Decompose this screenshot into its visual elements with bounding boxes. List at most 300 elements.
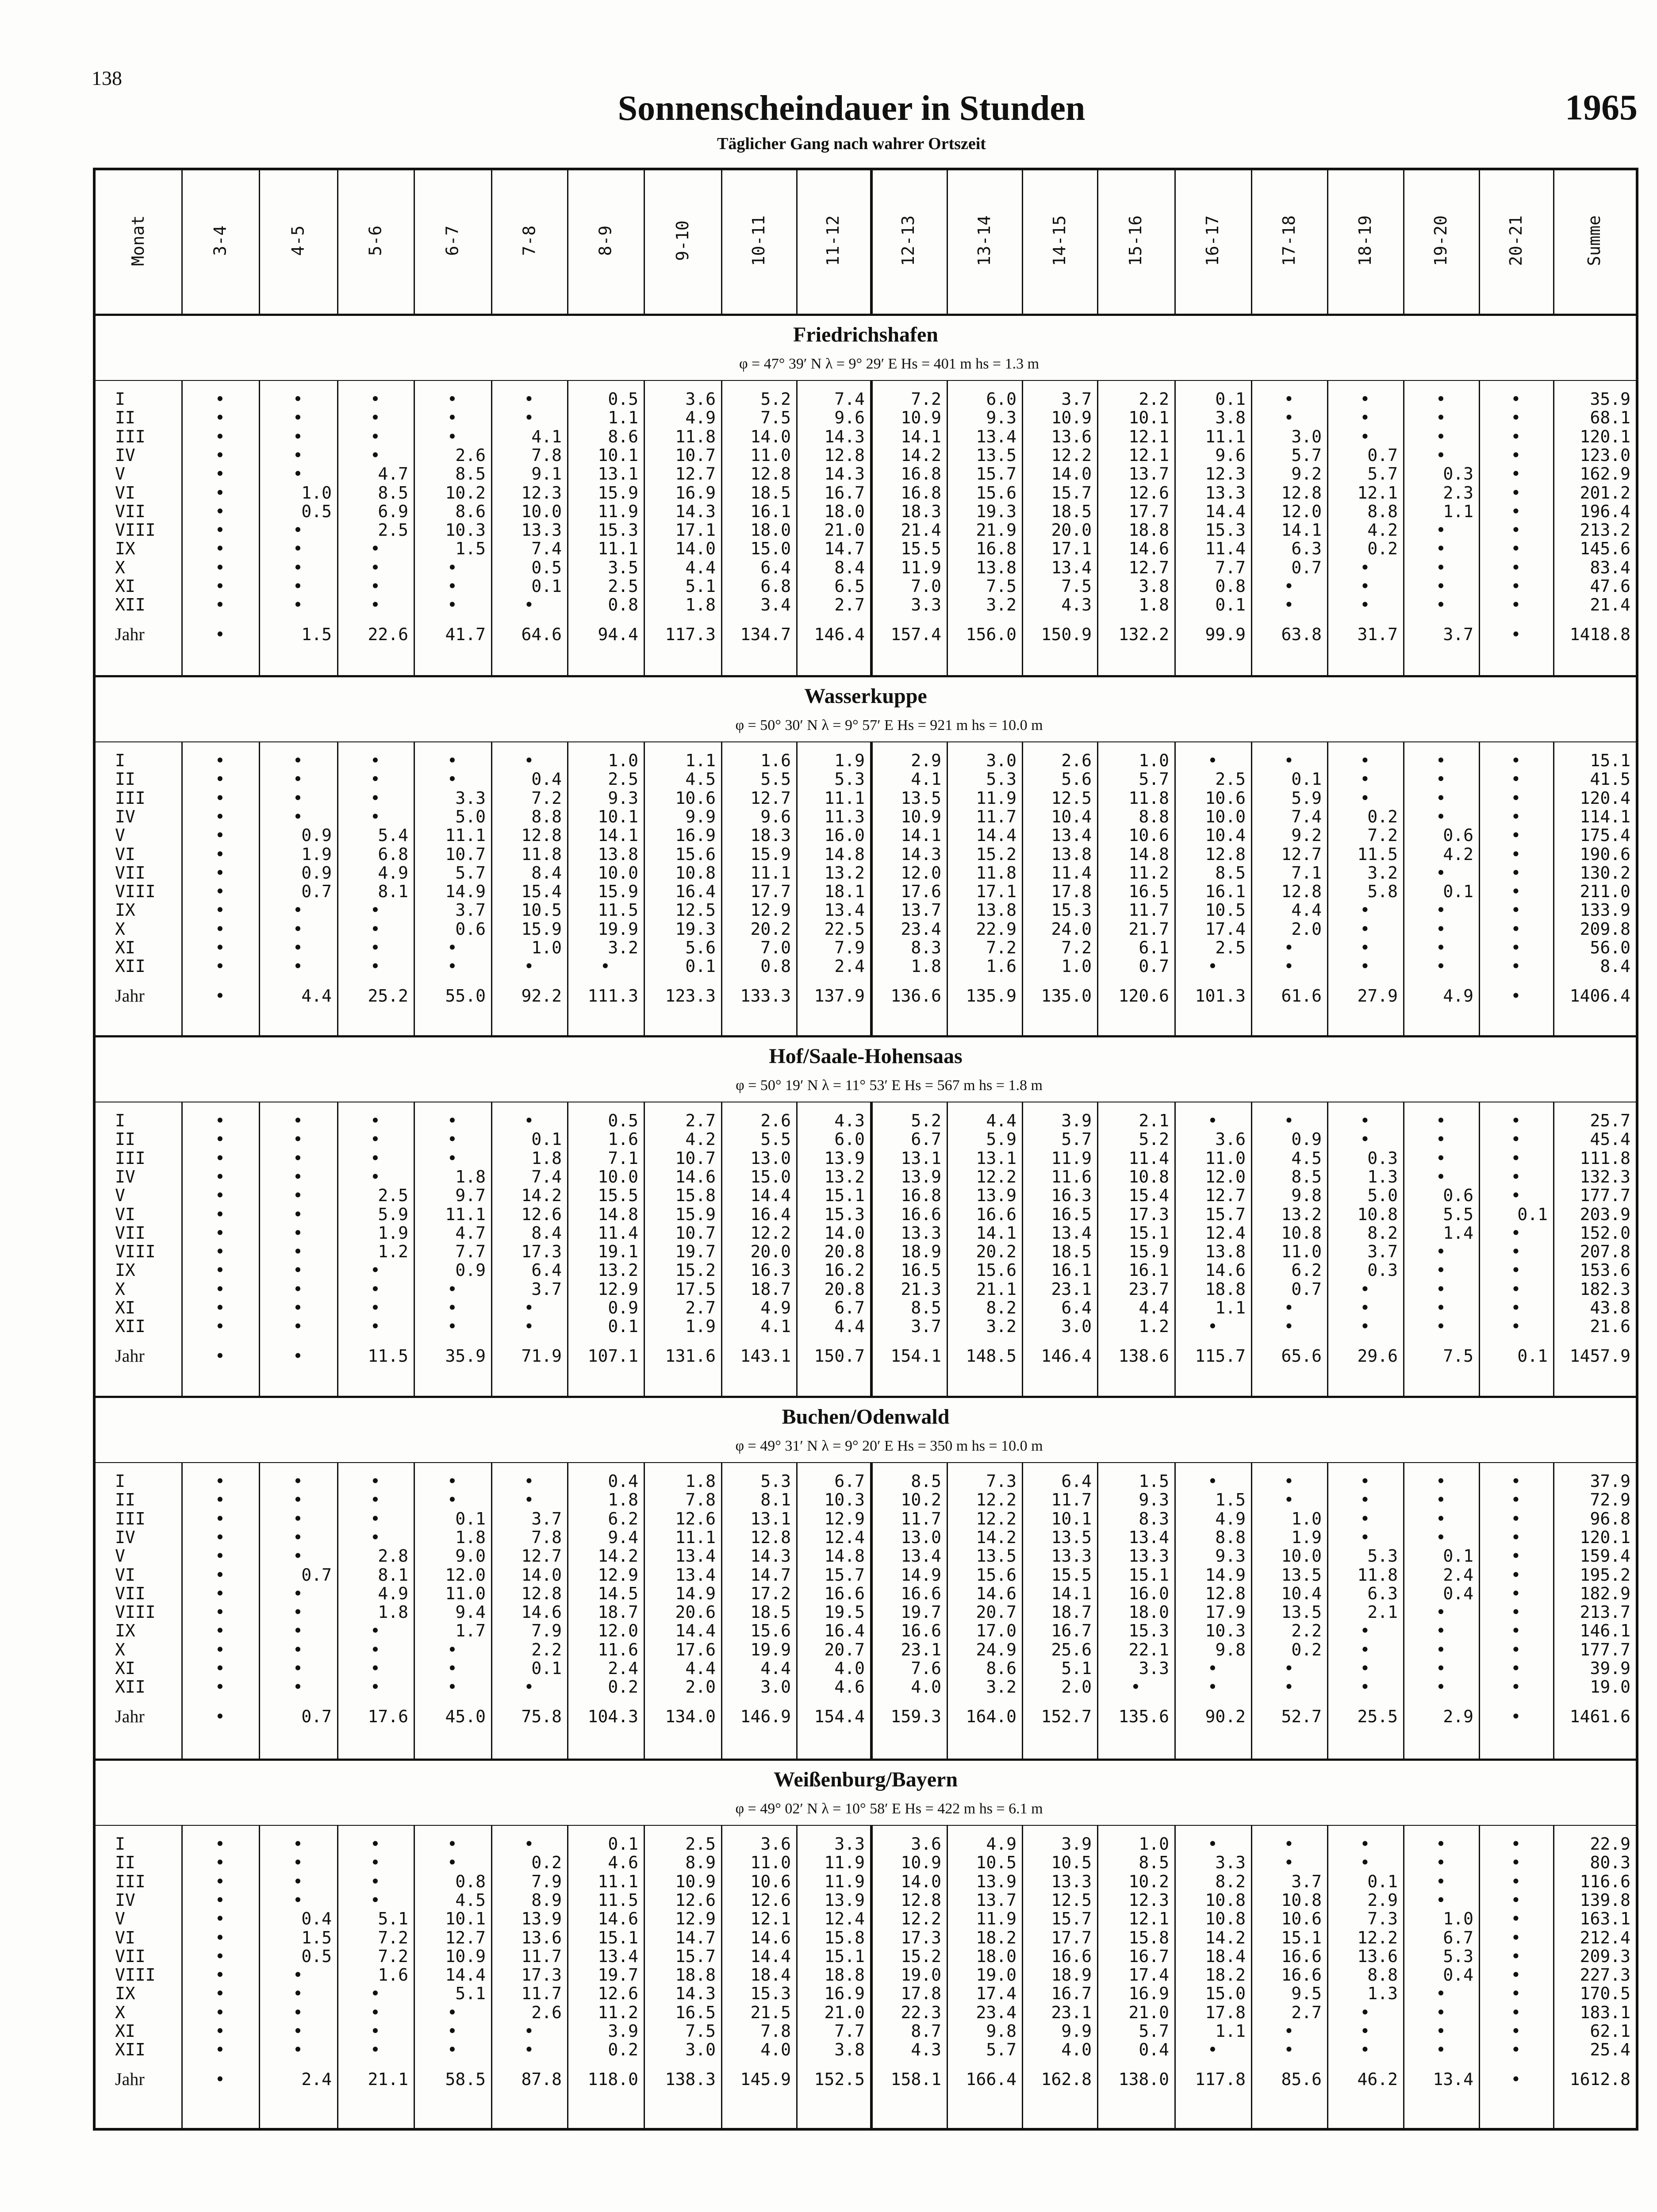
hour-cell: 2.4 bbox=[1443, 1565, 1473, 1585]
hour-cell: • bbox=[215, 938, 225, 957]
hour-cell: • bbox=[215, 769, 225, 789]
hour-cell: 0.1 bbox=[1367, 1871, 1398, 1891]
hour-cell: 18.1 bbox=[824, 882, 865, 902]
hour-cell: • bbox=[447, 2002, 457, 2022]
hour-cell: • bbox=[293, 2021, 303, 2041]
column-header-label: 17-18 bbox=[1279, 215, 1299, 266]
hour-cell: • bbox=[1436, 595, 1446, 615]
hour-cell: • bbox=[1360, 1129, 1370, 1149]
hour-cell: • bbox=[370, 900, 380, 920]
hour-cell: • bbox=[293, 788, 303, 808]
hour-cell: 0.4 bbox=[1139, 2040, 1169, 2060]
hour-cell: 22.1 bbox=[1128, 1640, 1169, 1659]
table-row bbox=[0, 1584, 1657, 1603]
hour-cell: • bbox=[1511, 1148, 1521, 1168]
hour-cell: 63.8 bbox=[1281, 624, 1322, 644]
hour-cell: 12.6 bbox=[521, 1204, 562, 1224]
hour-cell: 16.5 bbox=[1128, 882, 1169, 902]
table-row bbox=[0, 901, 1657, 919]
hour-cell: 12.9 bbox=[598, 1279, 638, 1299]
hour-cell: 20.7 bbox=[976, 1602, 1016, 1622]
sum-cell: 68.1 bbox=[1590, 408, 1630, 428]
hour-cell: 4.3 bbox=[834, 1111, 865, 1130]
hour-cell: 12.8 bbox=[521, 1583, 562, 1603]
hour-cell: 10.8 bbox=[1128, 1167, 1169, 1187]
year-label: Jahr bbox=[115, 2069, 145, 2089]
table-row bbox=[0, 1640, 1657, 1659]
sum-cell: 153.6 bbox=[1580, 1260, 1630, 1280]
hour-cell: 8.4 bbox=[531, 1223, 562, 1243]
sum-cell: 207.8 bbox=[1580, 1242, 1630, 1262]
hour-cell: 7.5 bbox=[685, 2021, 716, 2041]
hour-cell: 11.2 bbox=[1128, 863, 1169, 883]
hour-cell: 1.0 bbox=[1139, 751, 1169, 770]
hour-cell: • bbox=[215, 1129, 225, 1149]
hour-cell: 5.9 bbox=[986, 1129, 1016, 1149]
hour-cell: 3.9 bbox=[608, 2021, 638, 2041]
hour-cell: 4.1 bbox=[531, 426, 562, 446]
table-row bbox=[0, 577, 1657, 595]
hour-cell: 0.7 bbox=[1291, 1279, 1322, 1299]
hour-cell: 7.7 bbox=[834, 2021, 865, 2041]
hour-cell: 0.9 bbox=[455, 1260, 486, 1280]
year-label: Jahr bbox=[115, 624, 145, 644]
station-separator bbox=[93, 675, 1638, 677]
hour-cell: 5.0 bbox=[1367, 1186, 1398, 1206]
hour-cell: 9.6 bbox=[834, 408, 865, 428]
hour-cell: 2.2 bbox=[1291, 1621, 1322, 1641]
hour-cell: 8.5 bbox=[1291, 1167, 1322, 1187]
hour-cell: • bbox=[293, 1546, 303, 1566]
hour-cell: 10.4 bbox=[1281, 1583, 1322, 1603]
month-label: II bbox=[115, 769, 135, 789]
table-row bbox=[0, 1509, 1657, 1528]
hour-cell: 7.2 bbox=[1061, 938, 1092, 957]
hour-cell: 2.3 bbox=[1443, 483, 1473, 503]
month-label: VII bbox=[115, 863, 146, 883]
sum-cell: 212.4 bbox=[1580, 1928, 1630, 1947]
hour-cell: 16.1 bbox=[1128, 1260, 1169, 1280]
hour-cell: • bbox=[1511, 1317, 1521, 1336]
hour-cell: 7.8 bbox=[531, 445, 562, 465]
column-header bbox=[95, 168, 181, 314]
hour-cell: 13.0 bbox=[750, 1148, 791, 1168]
table-row bbox=[0, 770, 1657, 788]
hour-cell: • bbox=[215, 986, 225, 1006]
column-header-label: 18-19 bbox=[1355, 215, 1375, 266]
hour-cell: 23.4 bbox=[976, 2002, 1016, 2022]
hour-cell: • bbox=[1511, 1928, 1521, 1947]
hour-cell: 13.4 bbox=[976, 426, 1016, 446]
hour-cell: 11.8 bbox=[976, 863, 1016, 883]
hour-cell: • bbox=[370, 1871, 380, 1891]
sum-cell: 162.9 bbox=[1580, 464, 1630, 484]
hour-cell: 9.8 bbox=[1291, 1186, 1322, 1206]
hour-cell: • bbox=[1511, 1546, 1521, 1566]
hour-cell: 12.9 bbox=[598, 1565, 638, 1585]
hour-cell: 10.4 bbox=[1051, 806, 1092, 826]
hour-cell: 3.8 bbox=[834, 2040, 865, 2060]
month-label: VII bbox=[115, 1223, 146, 1243]
hour-cell: 135.9 bbox=[966, 986, 1016, 1006]
page-title: Sonnenscheindauer in Stunden bbox=[618, 89, 1085, 128]
column-header bbox=[796, 168, 870, 314]
hour-cell: 154.1 bbox=[890, 1346, 941, 1366]
sum-cell: 132.3 bbox=[1580, 1167, 1630, 1187]
month-label: V bbox=[115, 1186, 125, 1206]
hour-cell: 12.9 bbox=[675, 1909, 716, 1929]
hour-cell: • bbox=[293, 520, 303, 540]
hour-cell: 15.5 bbox=[901, 539, 941, 559]
hour-cell: 1.1 bbox=[1443, 501, 1473, 521]
hour-cell: 12.8 bbox=[1281, 483, 1322, 503]
column-header bbox=[414, 168, 491, 314]
hour-cell: 12.6 bbox=[675, 1509, 716, 1528]
hour-cell: • bbox=[370, 938, 380, 957]
hour-cell: 16.8 bbox=[976, 539, 1016, 559]
hour-cell: 0.9 bbox=[301, 863, 332, 883]
hour-cell: 15.1 bbox=[824, 1186, 865, 1206]
hour-cell: 9.0 bbox=[455, 1546, 486, 1566]
hour-cell: 13.4 bbox=[1433, 2069, 1473, 2089]
hour-cell: • bbox=[1436, 2002, 1446, 2022]
hour-cell: 21.3 bbox=[901, 1279, 941, 1299]
hour-cell: • bbox=[1436, 1260, 1446, 1280]
hour-cell: 4.5 bbox=[1291, 1148, 1322, 1168]
hour-cell: 0.2 bbox=[1367, 539, 1398, 559]
hour-cell: 17.4 bbox=[976, 1984, 1016, 2004]
hour-cell: 13.8 bbox=[1205, 1242, 1246, 1262]
month-label: XI bbox=[115, 1659, 135, 1678]
hour-cell: 14.8 bbox=[598, 1204, 638, 1224]
hour-cell: • bbox=[370, 445, 380, 465]
hour-cell: 115.7 bbox=[1195, 1346, 1246, 1366]
hour-cell: • bbox=[293, 919, 303, 939]
hour-cell: 104.3 bbox=[587, 1706, 638, 1726]
hour-cell: 17.4 bbox=[1128, 1965, 1169, 1985]
hour-cell: 18.8 bbox=[824, 1965, 865, 1985]
hour-cell: 14.5 bbox=[598, 1583, 638, 1603]
hour-cell: 10.0 bbox=[521, 501, 562, 521]
station-separator bbox=[93, 314, 1638, 316]
hour-cell: 19.7 bbox=[901, 1602, 941, 1622]
hour-cell: 15.8 bbox=[1128, 1928, 1169, 1947]
hour-cell: 1.0 bbox=[608, 751, 638, 770]
table-row bbox=[0, 1167, 1657, 1186]
hour-cell: • bbox=[293, 1834, 303, 1854]
hour-cell: 14.6 bbox=[976, 1583, 1016, 1603]
table-row bbox=[0, 1280, 1657, 1298]
hour-cell: 14.2 bbox=[1205, 1928, 1246, 1947]
hour-cell: • bbox=[370, 1509, 380, 1528]
hour-cell: 23.1 bbox=[1051, 2002, 1092, 2022]
hour-cell: 1.0 bbox=[1291, 1509, 1322, 1528]
hour-cell: 22.5 bbox=[824, 919, 865, 939]
hour-cell: 13.8 bbox=[976, 557, 1016, 577]
hour-cell: • bbox=[215, 576, 225, 596]
hour-cell: 3.6 bbox=[911, 1834, 941, 1854]
hour-cell: 1.5 bbox=[301, 624, 332, 644]
hour-cell: 1.8 bbox=[531, 1148, 562, 1168]
hour-cell: 1.8 bbox=[1139, 595, 1169, 615]
hour-cell: 8.1 bbox=[760, 1490, 791, 1510]
hour-cell: • bbox=[215, 1279, 225, 1299]
hour-cell: 16.4 bbox=[675, 882, 716, 902]
table-row bbox=[0, 1566, 1657, 1584]
hour-cell: 16.6 bbox=[901, 1583, 941, 1603]
hour-cell: 6.4 bbox=[760, 557, 791, 577]
hour-cell: • bbox=[1208, 1659, 1218, 1678]
hour-cell: 3.2 bbox=[1367, 863, 1398, 883]
column-header-label: 20-21 bbox=[1506, 215, 1526, 266]
hour-cell: 8.3 bbox=[911, 938, 941, 957]
hour-cell: 27.9 bbox=[1357, 986, 1398, 1006]
hour-cell: • bbox=[215, 1834, 225, 1854]
hour-cell: 18.0 bbox=[824, 501, 865, 521]
hour-cell: 14.4 bbox=[750, 1946, 791, 1966]
hour-cell: 87.8 bbox=[521, 2069, 562, 2089]
hour-cell: 8.5 bbox=[455, 464, 486, 484]
hour-cell: 10.5 bbox=[1205, 900, 1246, 920]
sum-cell: 120.1 bbox=[1580, 426, 1630, 446]
hour-cell: 14.3 bbox=[901, 844, 941, 864]
hour-cell: 11.3 bbox=[824, 806, 865, 826]
hour-cell: • bbox=[215, 595, 225, 615]
hour-cell: 0.9 bbox=[301, 826, 332, 845]
hour-cell: 7.3 bbox=[1367, 1909, 1398, 1929]
hour-cell: 14.7 bbox=[750, 1565, 791, 1585]
hour-cell: 15.7 bbox=[1051, 1909, 1092, 1929]
year-total-row bbox=[0, 1347, 1657, 1365]
hour-cell: 4.3 bbox=[1061, 595, 1092, 615]
hour-cell: 5.2 bbox=[1139, 1129, 1169, 1149]
year-label: Jahr bbox=[115, 1345, 145, 1366]
hour-cell: • bbox=[1284, 2040, 1294, 2060]
month-label: VI bbox=[115, 1204, 135, 1224]
hour-cell: 13.9 bbox=[901, 1167, 941, 1187]
hour-cell: 6.2 bbox=[1291, 1260, 1322, 1280]
hour-cell: 7.0 bbox=[911, 576, 941, 596]
hour-cell: 14.4 bbox=[976, 826, 1016, 845]
hour-cell: 1.2 bbox=[378, 1242, 408, 1262]
hour-cell: 11.1 bbox=[445, 826, 486, 845]
hour-cell: 17.1 bbox=[976, 882, 1016, 902]
hour-cell: 15.4 bbox=[521, 882, 562, 902]
hour-cell: 15.1 bbox=[1128, 1565, 1169, 1585]
year-label: Jahr bbox=[115, 1706, 145, 1726]
hour-cell: 10.8 bbox=[1281, 1223, 1322, 1243]
sum-cell: 80.3 bbox=[1590, 1853, 1630, 1873]
station-coordinates: φ = 49° 02′ N λ = 10° 58′ E Hs = 422 m hs = 6.1 m bbox=[735, 1801, 1043, 1817]
hour-cell: • bbox=[370, 389, 380, 409]
hour-cell: 16.7 bbox=[1128, 1946, 1169, 1966]
month-label: VIII bbox=[115, 882, 156, 902]
hour-cell: 5.7 bbox=[455, 863, 486, 883]
hour-cell: • bbox=[1208, 1834, 1218, 1854]
hour-cell: 22.6 bbox=[368, 624, 408, 644]
hour-cell: 1.9 bbox=[834, 751, 865, 770]
hour-cell: 3.7 bbox=[911, 1317, 941, 1336]
month-label: IV bbox=[115, 1890, 135, 1910]
hour-cell: 15.9 bbox=[1128, 1242, 1169, 1262]
hour-cell: 9.2 bbox=[1291, 464, 1322, 484]
hour-cell: • bbox=[1436, 557, 1446, 577]
hour-cell: 10.6 bbox=[675, 788, 716, 808]
hour-cell: 10.6 bbox=[1128, 826, 1169, 845]
hour-cell: 18.7 bbox=[598, 1602, 638, 1622]
hour-cell: 17.3 bbox=[901, 1928, 941, 1947]
hour-cell: • bbox=[215, 1659, 225, 1678]
hour-cell: • bbox=[1511, 1279, 1521, 1299]
hour-cell: 1.0 bbox=[531, 938, 562, 957]
sum-cell: 45.4 bbox=[1590, 1129, 1630, 1149]
hour-cell: 8.8 bbox=[1139, 806, 1169, 826]
hour-cell: • bbox=[370, 2040, 380, 2060]
station-separator bbox=[93, 1035, 1638, 1037]
hour-cell: • bbox=[1436, 788, 1446, 808]
hour-cell: 14.4 bbox=[675, 1621, 716, 1641]
hour-cell: • bbox=[1284, 1834, 1294, 1854]
hour-cell: • bbox=[1360, 595, 1370, 615]
hour-cell: 14.3 bbox=[675, 1984, 716, 2004]
table-row bbox=[0, 1111, 1657, 1130]
hour-cell: • bbox=[1511, 1890, 1521, 1910]
hour-cell: 13.1 bbox=[976, 1148, 1016, 1168]
hour-cell: • bbox=[1511, 595, 1521, 615]
column-header bbox=[1022, 168, 1097, 314]
sum-cell: 41.5 bbox=[1590, 769, 1630, 789]
hour-cell: 0.1 bbox=[608, 1317, 638, 1336]
hour-cell: 16.3 bbox=[750, 1260, 791, 1280]
hour-cell: 1.5 bbox=[301, 1928, 332, 1947]
hour-cell: • bbox=[524, 1317, 534, 1336]
hour-cell: • bbox=[293, 1167, 303, 1187]
hour-cell: • bbox=[293, 1890, 303, 1910]
hour-cell: • bbox=[524, 1298, 534, 1317]
hour-cell: 16.6 bbox=[901, 1621, 941, 1641]
hour-cell: 101.3 bbox=[1195, 986, 1246, 1006]
hour-cell: 12.1 bbox=[1128, 445, 1169, 465]
hour-cell: • bbox=[370, 751, 380, 770]
hour-cell: 11.8 bbox=[1128, 788, 1169, 808]
hour-cell: 1.1 bbox=[1215, 1298, 1246, 1317]
hour-cell: 4.9 bbox=[378, 1583, 408, 1603]
hour-cell: 8.2 bbox=[986, 1298, 1016, 1317]
hour-cell: • bbox=[1511, 1640, 1521, 1659]
hour-cell: 85.6 bbox=[1281, 2069, 1322, 2089]
hour-cell: • bbox=[370, 1659, 380, 1678]
hour-cell: 8.6 bbox=[455, 501, 486, 521]
hour-cell: 0.1 bbox=[531, 1659, 562, 1678]
hour-cell: • bbox=[1436, 1279, 1446, 1299]
hour-cell: • bbox=[370, 1167, 380, 1187]
hour-cell: 13.7 bbox=[1128, 464, 1169, 484]
hour-cell: 13.4 bbox=[598, 1946, 638, 1966]
hour-cell: 12.8 bbox=[521, 826, 562, 845]
table-row bbox=[0, 1621, 1657, 1640]
hour-cell: 138.6 bbox=[1118, 1346, 1169, 1366]
hour-cell: • bbox=[293, 1298, 303, 1317]
hour-cell: 6.7 bbox=[911, 1129, 941, 1149]
hour-cell: 18.3 bbox=[901, 501, 941, 521]
hour-cell: 9.2 bbox=[1291, 826, 1322, 845]
hour-cell: • bbox=[1208, 1677, 1218, 1697]
hour-cell: 15.3 bbox=[1205, 520, 1246, 540]
hour-cell: 3.2 bbox=[986, 595, 1016, 615]
hour-cell: 13.2 bbox=[824, 863, 865, 883]
month-label: IV bbox=[115, 1527, 135, 1547]
hour-cell: 10.9 bbox=[1051, 408, 1092, 428]
hour-cell: 1.8 bbox=[455, 1167, 486, 1187]
table-row bbox=[0, 465, 1657, 483]
hour-cell: 9.3 bbox=[1215, 1546, 1246, 1566]
hour-cell: 1.9 bbox=[301, 844, 332, 864]
hour-cell: 11.7 bbox=[521, 1984, 562, 2004]
hour-cell: 1.2 bbox=[1139, 1317, 1169, 1336]
hour-cell: 17.6 bbox=[901, 882, 941, 902]
year-total-row bbox=[0, 625, 1657, 644]
hour-cell: 12.6 bbox=[1128, 483, 1169, 503]
hour-cell: • bbox=[1360, 900, 1370, 920]
hour-cell: 0.6 bbox=[1443, 826, 1473, 845]
hour-cell: • bbox=[215, 900, 225, 920]
hour-cell: 29.6 bbox=[1357, 1346, 1398, 1366]
column-header bbox=[721, 168, 796, 314]
hour-cell: • bbox=[293, 1853, 303, 1873]
hour-cell: 12.3 bbox=[1128, 1890, 1169, 1910]
hour-cell: 4.7 bbox=[455, 1223, 486, 1243]
hour-cell: 6.4 bbox=[1061, 1471, 1092, 1491]
hour-cell: 9.4 bbox=[455, 1602, 486, 1622]
sum-cell: 211.0 bbox=[1580, 882, 1630, 902]
hour-cell: • bbox=[1511, 1167, 1521, 1187]
sum-cell: 15.1 bbox=[1590, 751, 1630, 770]
hour-cell: 120.6 bbox=[1118, 986, 1169, 1006]
hour-cell: 2.9 bbox=[1443, 1706, 1473, 1726]
table-row bbox=[0, 751, 1657, 770]
hour-cell: 4.4 bbox=[685, 1659, 716, 1678]
hour-cell: • bbox=[524, 2040, 534, 2060]
hour-cell: 5.7 bbox=[1139, 769, 1169, 789]
hour-cell: 137.9 bbox=[814, 986, 865, 1006]
hour-cell: • bbox=[1360, 1527, 1370, 1547]
hour-cell: 18.7 bbox=[1051, 1602, 1092, 1622]
hour-cell: 13.3 bbox=[901, 1223, 941, 1243]
hour-cell: • bbox=[1284, 389, 1294, 409]
hour-cell: 14.0 bbox=[750, 426, 791, 446]
hour-cell: 8.1 bbox=[378, 1565, 408, 1585]
hour-cell: • bbox=[293, 1583, 303, 1603]
hour-cell: • bbox=[293, 595, 303, 615]
hour-cell: 0.1 bbox=[1215, 389, 1246, 409]
hour-cell: 16.9 bbox=[1128, 1984, 1169, 2004]
sum-cell: 182.3 bbox=[1580, 1279, 1630, 1299]
month-label: I bbox=[115, 1111, 125, 1130]
hour-cell: • bbox=[293, 1148, 303, 1168]
hour-cell: 9.8 bbox=[1215, 1640, 1246, 1659]
hour-cell: 5.3 bbox=[834, 769, 865, 789]
hour-cell: 16.7 bbox=[1051, 1621, 1092, 1641]
month-label: III bbox=[115, 1509, 146, 1528]
hour-cell: 4.6 bbox=[608, 1853, 638, 1873]
hour-cell: 4.1 bbox=[760, 1317, 791, 1336]
hour-cell: • bbox=[1436, 769, 1446, 789]
hour-cell: 18.0 bbox=[1128, 1602, 1169, 1622]
month-label: VII bbox=[115, 1946, 146, 1966]
hour-cell: • bbox=[293, 769, 303, 789]
hour-cell: • bbox=[1511, 751, 1521, 770]
hour-cell: 4.0 bbox=[760, 2040, 791, 2060]
